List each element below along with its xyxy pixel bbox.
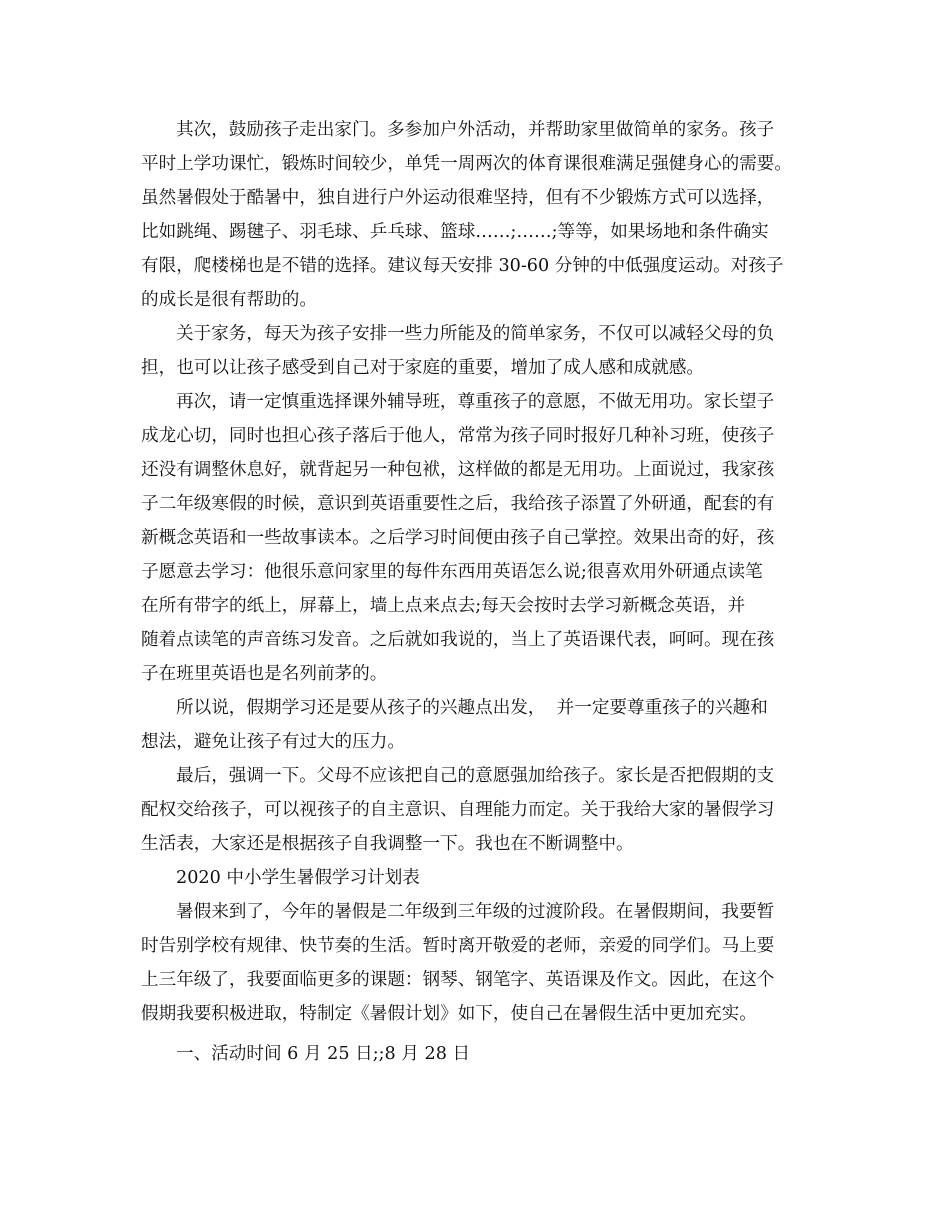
text-line: 关于家务，每天为孩子安排一些力所能及的简单家务，不仅可以减轻父母的负: [176, 324, 775, 344]
text-line: 最后，强调一下。父母不应该把自己的意愿强加给孩子。家长是否把假期的支: [176, 766, 775, 786]
text-line: 虽然暑假处于酷暑中，独自进行户外运动很难坚持，但有不少锻炼方式可以选择，: [141, 188, 775, 208]
text-line: 暑假来到了，今年的暑假是二年级到三年级的过渡阶段。在暑假期间，我要暂: [176, 902, 775, 922]
text-line: 子二年级寒假的时候，意识到英语重要性之后，我给孩子添置了外研通，配套的有: [141, 494, 775, 514]
text-line: 的成长是很有帮助的。: [141, 290, 317, 310]
text-line: 随着点读笔的声音练习发音。之后就如我说的，当上了英语课代表，呵呵。现在孩: [141, 630, 775, 650]
text-line: 其次，鼓励孩子走出家门。多参加户外活动，并帮助家里做简单的家务。孩子: [176, 120, 775, 140]
text-line: 还没有调整休息好，就背起另一种包袱，这样做的都是无用功。上面说过，我家孩: [141, 460, 775, 480]
text-line: 所以说，假期学习还是要从孩子的兴趣点出发， 并一定要尊重孩子的兴趣和: [176, 698, 768, 718]
text-line: 一、活动时间 6 月 25 日;;8 月 28 日: [176, 1044, 471, 1064]
text-line: 生活表，大家还是根据孩子自我调整一下。我也在不断调整中。: [141, 834, 634, 854]
text-line: 时告别学校有规律、快节奏的生活。暂时离开敬爱的老师，亲爱的同学们。马上要: [141, 936, 775, 956]
text-line: 在所有带字的纸上，屏幕上，墙上点来点去;每天会按时去学习新概念英语，并: [141, 596, 746, 616]
text-line: 子在班里英语也是名列前茅的。: [141, 664, 388, 684]
text-line: 子愿意去学习：他很乐意问家里的每件东西用英语怎么说;很喜欢用外研通点读笔: [141, 562, 763, 582]
text-line: 平时上学功课忙，锻炼时间较少，单凭一周两次的体育课很难满足强健身心的需要。: [141, 154, 792, 174]
text-line: 想法，避免让孩子有过大的压力。: [141, 732, 405, 752]
text-line: 比如跳绳、踢毽子、羽毛球、乒乓球、篮球……;……;等等，如果场地和条件确实: [141, 222, 769, 242]
text-line: 上三年级了，我要面临更多的课题：钢琴、钢笔字、英语课及作文。因此，在这个: [141, 970, 775, 990]
text-line: 再次，请一定慎重选择课外辅导班，尊重孩子的意愿，不做无用功。家长望子: [176, 392, 775, 412]
text-line: 配权交给孩子，可以视孩子的自主意识、自理能力而定。关于我给大家的暑假学习: [141, 800, 775, 820]
text-line: 假期我要积极进取，特制定《暑假计划》如下，使自己在暑假生活中更加充实。: [141, 1004, 757, 1024]
text-line: 有限，爬楼梯也是不错的选择。建议每天安排 30-60 分钟的中低强度运动。对孩子: [141, 256, 784, 276]
section-heading: 2020 中小学生暑假学习计划表: [176, 868, 420, 888]
text-line: 担，也可以让孩子感受到自己对于家庭的重要，增加了成人感和成就感。: [141, 358, 705, 378]
text-line: 成龙心切，同时也担心孩子落后于他人，常常为孩子同时报好几种补习班，使孩子: [141, 426, 775, 446]
text-line: 新概念英语和一些故事读本。之后学习时间便由孩子自己掌控。效果出奇的好，孩: [141, 528, 775, 548]
